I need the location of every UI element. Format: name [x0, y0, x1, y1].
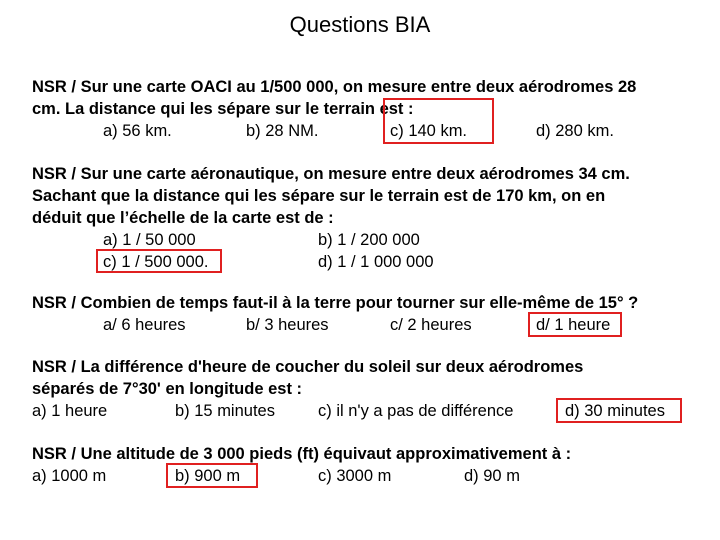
- question-3-option-b: b/ 3 heures: [246, 316, 329, 334]
- question-2-line-2: Sachant que la distance qui les sépare sur le terrain est de 170 km, on en: [32, 187, 606, 205]
- question-3-line-1: NSR / Combien de temps faut-il à la terre pour tourner sur elle-même de 15° ?: [32, 294, 639, 312]
- question-1-option-a: a) 56 km.: [103, 122, 172, 140]
- question-3-option-a: a/ 6 heures: [103, 316, 186, 334]
- question-5-option-c: c) 3000 m: [318, 467, 392, 485]
- question-2-line-3: déduit que l’échelle de la carte est de :: [32, 209, 334, 227]
- question-1-line-1: NSR / Sur une carte OACI au 1/500 000, on mesure entre deux aérodromes 28: [32, 78, 637, 96]
- question-5-option-d: d) 90 m: [464, 467, 520, 485]
- question-4-option-c: c) il n'y a pas de différence: [318, 402, 514, 420]
- question-1-option-c: c) 140 km.: [390, 122, 468, 140]
- question-4-option-a: a) 1 heure: [32, 402, 108, 420]
- question-5-option-a: a) 1000 m: [32, 467, 107, 485]
- question-5-option-b: b) 900 m: [175, 467, 241, 485]
- question-2-option-c: c) 1 / 500 000.: [103, 253, 209, 271]
- correct-answer-box: [556, 398, 682, 423]
- question-2-option-a: a) 1 / 50 000: [103, 231, 196, 249]
- question-3-option-d: d/ 1 heure: [536, 316, 611, 334]
- correct-answer-box: [96, 249, 222, 273]
- question-4-option-d: d) 30 minutes: [565, 402, 665, 420]
- correct-answer-box: [528, 312, 622, 337]
- question-1-option-b: b) 28 NM.: [246, 122, 319, 140]
- question-4-line-1: NSR / La différence d'heure de coucher du soleil sur deux aérodromes: [32, 358, 584, 376]
- question-1-option-d: d) 280 km.: [536, 122, 614, 140]
- correct-answer-box: [383, 98, 494, 144]
- question-2-line-1: NSR / Sur une carte aéronautique, on mesure entre deux aérodromes 34 cm.: [32, 165, 630, 183]
- correct-answer-box: [166, 463, 258, 488]
- question-4-option-b: b) 15 minutes: [175, 402, 275, 420]
- question-4-line-2: séparés de 7°30' en longitude est :: [32, 380, 303, 398]
- question-1-line-2: cm. La distance qui les sépare sur le terrain est :: [32, 100, 414, 118]
- page-title: Questions BIA: [289, 12, 431, 37]
- question-3-option-c: c/ 2 heures: [390, 316, 472, 334]
- question-5-line-1: NSR / Une altitude de 3 000 pieds (ft) équivaut approximativement à :: [32, 445, 572, 463]
- question-2-option-d: d) 1 / 1 000 000: [318, 253, 434, 271]
- question-2-option-b: b) 1 / 200 000: [318, 231, 420, 249]
